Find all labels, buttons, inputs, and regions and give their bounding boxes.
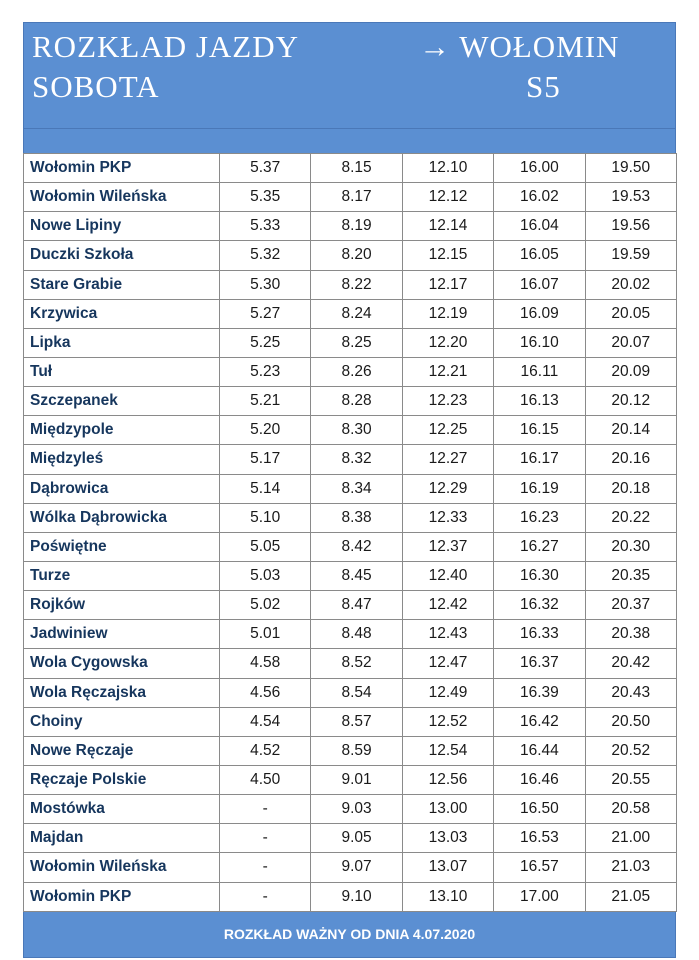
departure-time: 9.07: [311, 853, 402, 882]
departure-time: 12.42: [402, 591, 493, 620]
table-row: [24, 649, 677, 678]
departure-time: 16.17: [494, 445, 585, 474]
table-row: [24, 795, 677, 824]
stop-name: Jadwiniew: [24, 620, 220, 649]
departure-time: 8.54: [311, 678, 402, 707]
departure-time: 8.47: [311, 591, 402, 620]
departure-time: 12.29: [402, 474, 493, 503]
departure-time: 20.52: [585, 736, 676, 765]
departure-time: 20.07: [585, 328, 676, 357]
departure-time: 20.43: [585, 678, 676, 707]
timetable-header: [23, 22, 676, 129]
departure-time: 12.43: [402, 620, 493, 649]
table-row: [24, 678, 677, 707]
direction-label: → WOŁOMIN: [419, 29, 620, 64]
departure-time: 8.28: [311, 387, 402, 416]
departure-time: 8.17: [311, 183, 402, 212]
stop-name: Międzypole: [24, 416, 220, 445]
departure-time: 12.33: [402, 503, 493, 532]
departure-time: 16.04: [494, 212, 585, 241]
departure-time: -: [220, 795, 311, 824]
departure-time: 16.13: [494, 387, 585, 416]
validity-footer: [23, 912, 676, 958]
departure-time: -: [220, 824, 311, 853]
stop-name: Turze: [24, 561, 220, 590]
departure-time: 16.09: [494, 299, 585, 328]
departure-time: 16.23: [494, 503, 585, 532]
stop-name: Poświętne: [24, 532, 220, 561]
departure-time: 8.26: [311, 357, 402, 386]
departure-time: 20.55: [585, 765, 676, 794]
departure-time: -: [220, 853, 311, 882]
departure-time: 12.47: [402, 649, 493, 678]
departure-time: 12.23: [402, 387, 493, 416]
departure-time: 5.25: [220, 328, 311, 357]
table-row: [24, 620, 677, 649]
departure-time: 16.15: [494, 416, 585, 445]
departure-time: 5.32: [220, 241, 311, 270]
schedule-rows: [24, 154, 677, 912]
departure-time: 8.25: [311, 328, 402, 357]
validity-text: ROZKŁAD WAŻNY OD DNIA 4.07.2020: [223, 926, 476, 943]
departure-time: 16.30: [494, 561, 585, 590]
departure-time: 5.20: [220, 416, 311, 445]
departure-time: 16.42: [494, 707, 585, 736]
departure-time: 8.22: [311, 270, 402, 299]
table-row: [24, 357, 677, 386]
departure-time: 20.22: [585, 503, 676, 532]
stop-name: Lipka: [24, 328, 220, 357]
departure-time: 16.50: [494, 795, 585, 824]
table-row: [24, 591, 677, 620]
departure-time: 12.37: [402, 532, 493, 561]
departure-time: 12.56: [402, 765, 493, 794]
departure-time: 8.15: [311, 154, 402, 183]
departure-time: 16.19: [494, 474, 585, 503]
departure-time: 13.10: [402, 882, 493, 911]
departure-time: 8.38: [311, 503, 402, 532]
departure-time: 20.38: [585, 620, 676, 649]
departure-time: 21.03: [585, 853, 676, 882]
table-row: [24, 212, 677, 241]
departure-time: 5.35: [220, 183, 311, 212]
departure-time: 21.00: [585, 824, 676, 853]
table-row: [24, 416, 677, 445]
table-row: [24, 503, 677, 532]
table-row: [24, 154, 677, 183]
departure-time: 16.33: [494, 620, 585, 649]
departure-time: 16.10: [494, 328, 585, 357]
line-number: S5: [526, 69, 561, 104]
departure-time: 8.19: [311, 212, 402, 241]
departure-time: 8.34: [311, 474, 402, 503]
departure-time: 12.52: [402, 707, 493, 736]
stop-name: Ręczaje Polskie: [24, 765, 220, 794]
departure-time: 12.49: [402, 678, 493, 707]
title-timetable: ROZKŁAD JAZDY: [32, 29, 300, 64]
departure-time: 19.53: [585, 183, 676, 212]
stop-name: Nowe Lipiny: [24, 212, 220, 241]
departure-time: 13.03: [402, 824, 493, 853]
departure-time: 20.30: [585, 532, 676, 561]
departure-time: 12.17: [402, 270, 493, 299]
table-row: [24, 183, 677, 212]
table-row: [24, 824, 677, 853]
departure-time: 8.32: [311, 445, 402, 474]
timetable: [23, 22, 676, 958]
stop-name: Wołomin PKP: [24, 154, 220, 183]
table-row: [24, 561, 677, 590]
table-row: [24, 474, 677, 503]
departure-time: 5.33: [220, 212, 311, 241]
departure-time: 12.20: [402, 328, 493, 357]
departure-time: 16.07: [494, 270, 585, 299]
departure-time: 12.27: [402, 445, 493, 474]
departure-time: 16.02: [494, 183, 585, 212]
table-row: [24, 532, 677, 561]
departure-time: 4.54: [220, 707, 311, 736]
stop-name: Wołomin Wileńska: [24, 183, 220, 212]
departure-time: 8.20: [311, 241, 402, 270]
departure-time: 20.02: [585, 270, 676, 299]
departure-time: 5.37: [220, 154, 311, 183]
departure-time: 12.54: [402, 736, 493, 765]
departure-time: 8.42: [311, 532, 402, 561]
departure-time: 12.12: [402, 183, 493, 212]
departure-time: 5.03: [220, 561, 311, 590]
departure-time: 16.46: [494, 765, 585, 794]
departure-time: 16.44: [494, 736, 585, 765]
departure-time: 19.56: [585, 212, 676, 241]
stop-name: Tuł: [24, 357, 220, 386]
stop-name: Rojków: [24, 591, 220, 620]
stop-name: Dąbrowica: [24, 474, 220, 503]
departure-time: 20.12: [585, 387, 676, 416]
departure-time: 12.15: [402, 241, 493, 270]
departure-time: 12.25: [402, 416, 493, 445]
header-divider-bar: [23, 129, 676, 153]
departure-time: 12.14: [402, 212, 493, 241]
table-row: [24, 736, 677, 765]
departure-time: 5.27: [220, 299, 311, 328]
departure-time: 13.00: [402, 795, 493, 824]
departure-time: 8.52: [311, 649, 402, 678]
departure-time: 19.50: [585, 154, 676, 183]
stop-name: Wołomin PKP: [24, 882, 220, 911]
departure-time: 5.14: [220, 474, 311, 503]
departure-time: 19.59: [585, 241, 676, 270]
departure-time: 4.58: [220, 649, 311, 678]
table-row: [24, 387, 677, 416]
departure-time: 12.19: [402, 299, 493, 328]
departure-time: 16.00: [494, 154, 585, 183]
stop-name: Stare Grabie: [24, 270, 220, 299]
departure-time: 4.50: [220, 765, 311, 794]
stop-name: Wola Ręczajska: [24, 678, 220, 707]
departure-time: 20.14: [585, 416, 676, 445]
stop-name: Międzyleś: [24, 445, 220, 474]
day-label: SOBOTA: [32, 69, 160, 104]
departure-time: 21.05: [585, 882, 676, 911]
stop-name: Mostówka: [24, 795, 220, 824]
departure-time: 20.37: [585, 591, 676, 620]
departure-time: 20.05: [585, 299, 676, 328]
departure-time: 8.45: [311, 561, 402, 590]
departure-time: 20.35: [585, 561, 676, 590]
departure-time: 16.27: [494, 532, 585, 561]
departure-time: -: [220, 882, 311, 911]
departure-time: 16.11: [494, 357, 585, 386]
departure-time: 5.02: [220, 591, 311, 620]
table-row: [24, 270, 677, 299]
departure-time: 8.30: [311, 416, 402, 445]
stop-name: Wola Cygowska: [24, 649, 220, 678]
departure-time: 9.05: [311, 824, 402, 853]
departure-time: 16.39: [494, 678, 585, 707]
departure-time: 4.52: [220, 736, 311, 765]
departure-time: 8.48: [311, 620, 402, 649]
stop-name: Nowe Ręczaje: [24, 736, 220, 765]
departure-time: 5.05: [220, 532, 311, 561]
departure-time: 5.23: [220, 357, 311, 386]
stop-name: Szczepanek: [24, 387, 220, 416]
table-row: [24, 328, 677, 357]
departure-time: 4.56: [220, 678, 311, 707]
departure-time: 5.10: [220, 503, 311, 532]
departure-time: 8.59: [311, 736, 402, 765]
departure-time: 16.05: [494, 241, 585, 270]
departure-time: 20.09: [585, 357, 676, 386]
departure-time: 20.50: [585, 707, 676, 736]
stop-name: Krzywica: [24, 299, 220, 328]
departure-time: 13.07: [402, 853, 493, 882]
departure-time: 16.32: [494, 591, 585, 620]
departure-time: 9.10: [311, 882, 402, 911]
stop-name: Wólka Dąbrowicka: [24, 503, 220, 532]
stop-name: Wołomin Wileńska: [24, 853, 220, 882]
departure-time: 5.21: [220, 387, 311, 416]
departure-time: 5.01: [220, 620, 311, 649]
stop-name: Duczki Szkoła: [24, 241, 220, 270]
departure-time: 20.18: [585, 474, 676, 503]
departure-time: 16.53: [494, 824, 585, 853]
table-row: [24, 299, 677, 328]
departure-time: 12.21: [402, 357, 493, 386]
table-row: [24, 445, 677, 474]
table-row: [24, 241, 677, 270]
departure-time: 8.57: [311, 707, 402, 736]
departure-time: 9.01: [311, 765, 402, 794]
table-row: [24, 707, 677, 736]
stop-name: Majdan: [24, 824, 220, 853]
departure-time: 16.37: [494, 649, 585, 678]
stop-name: Choiny: [24, 707, 220, 736]
departure-time: 5.17: [220, 445, 311, 474]
departure-time: 20.42: [585, 649, 676, 678]
departure-time: 9.03: [311, 795, 402, 824]
table-row: [24, 882, 677, 911]
departure-time: 12.10: [402, 154, 493, 183]
departure-time: 20.16: [585, 445, 676, 474]
table-row: [24, 853, 677, 882]
table-row: [24, 765, 677, 794]
departure-time: 17.00: [494, 882, 585, 911]
departure-time: 12.40: [402, 561, 493, 590]
departure-time: 20.58: [585, 795, 676, 824]
departure-time: 16.57: [494, 853, 585, 882]
departure-time: 8.24: [311, 299, 402, 328]
departure-time: 5.30: [220, 270, 311, 299]
schedule-table: [23, 153, 677, 912]
